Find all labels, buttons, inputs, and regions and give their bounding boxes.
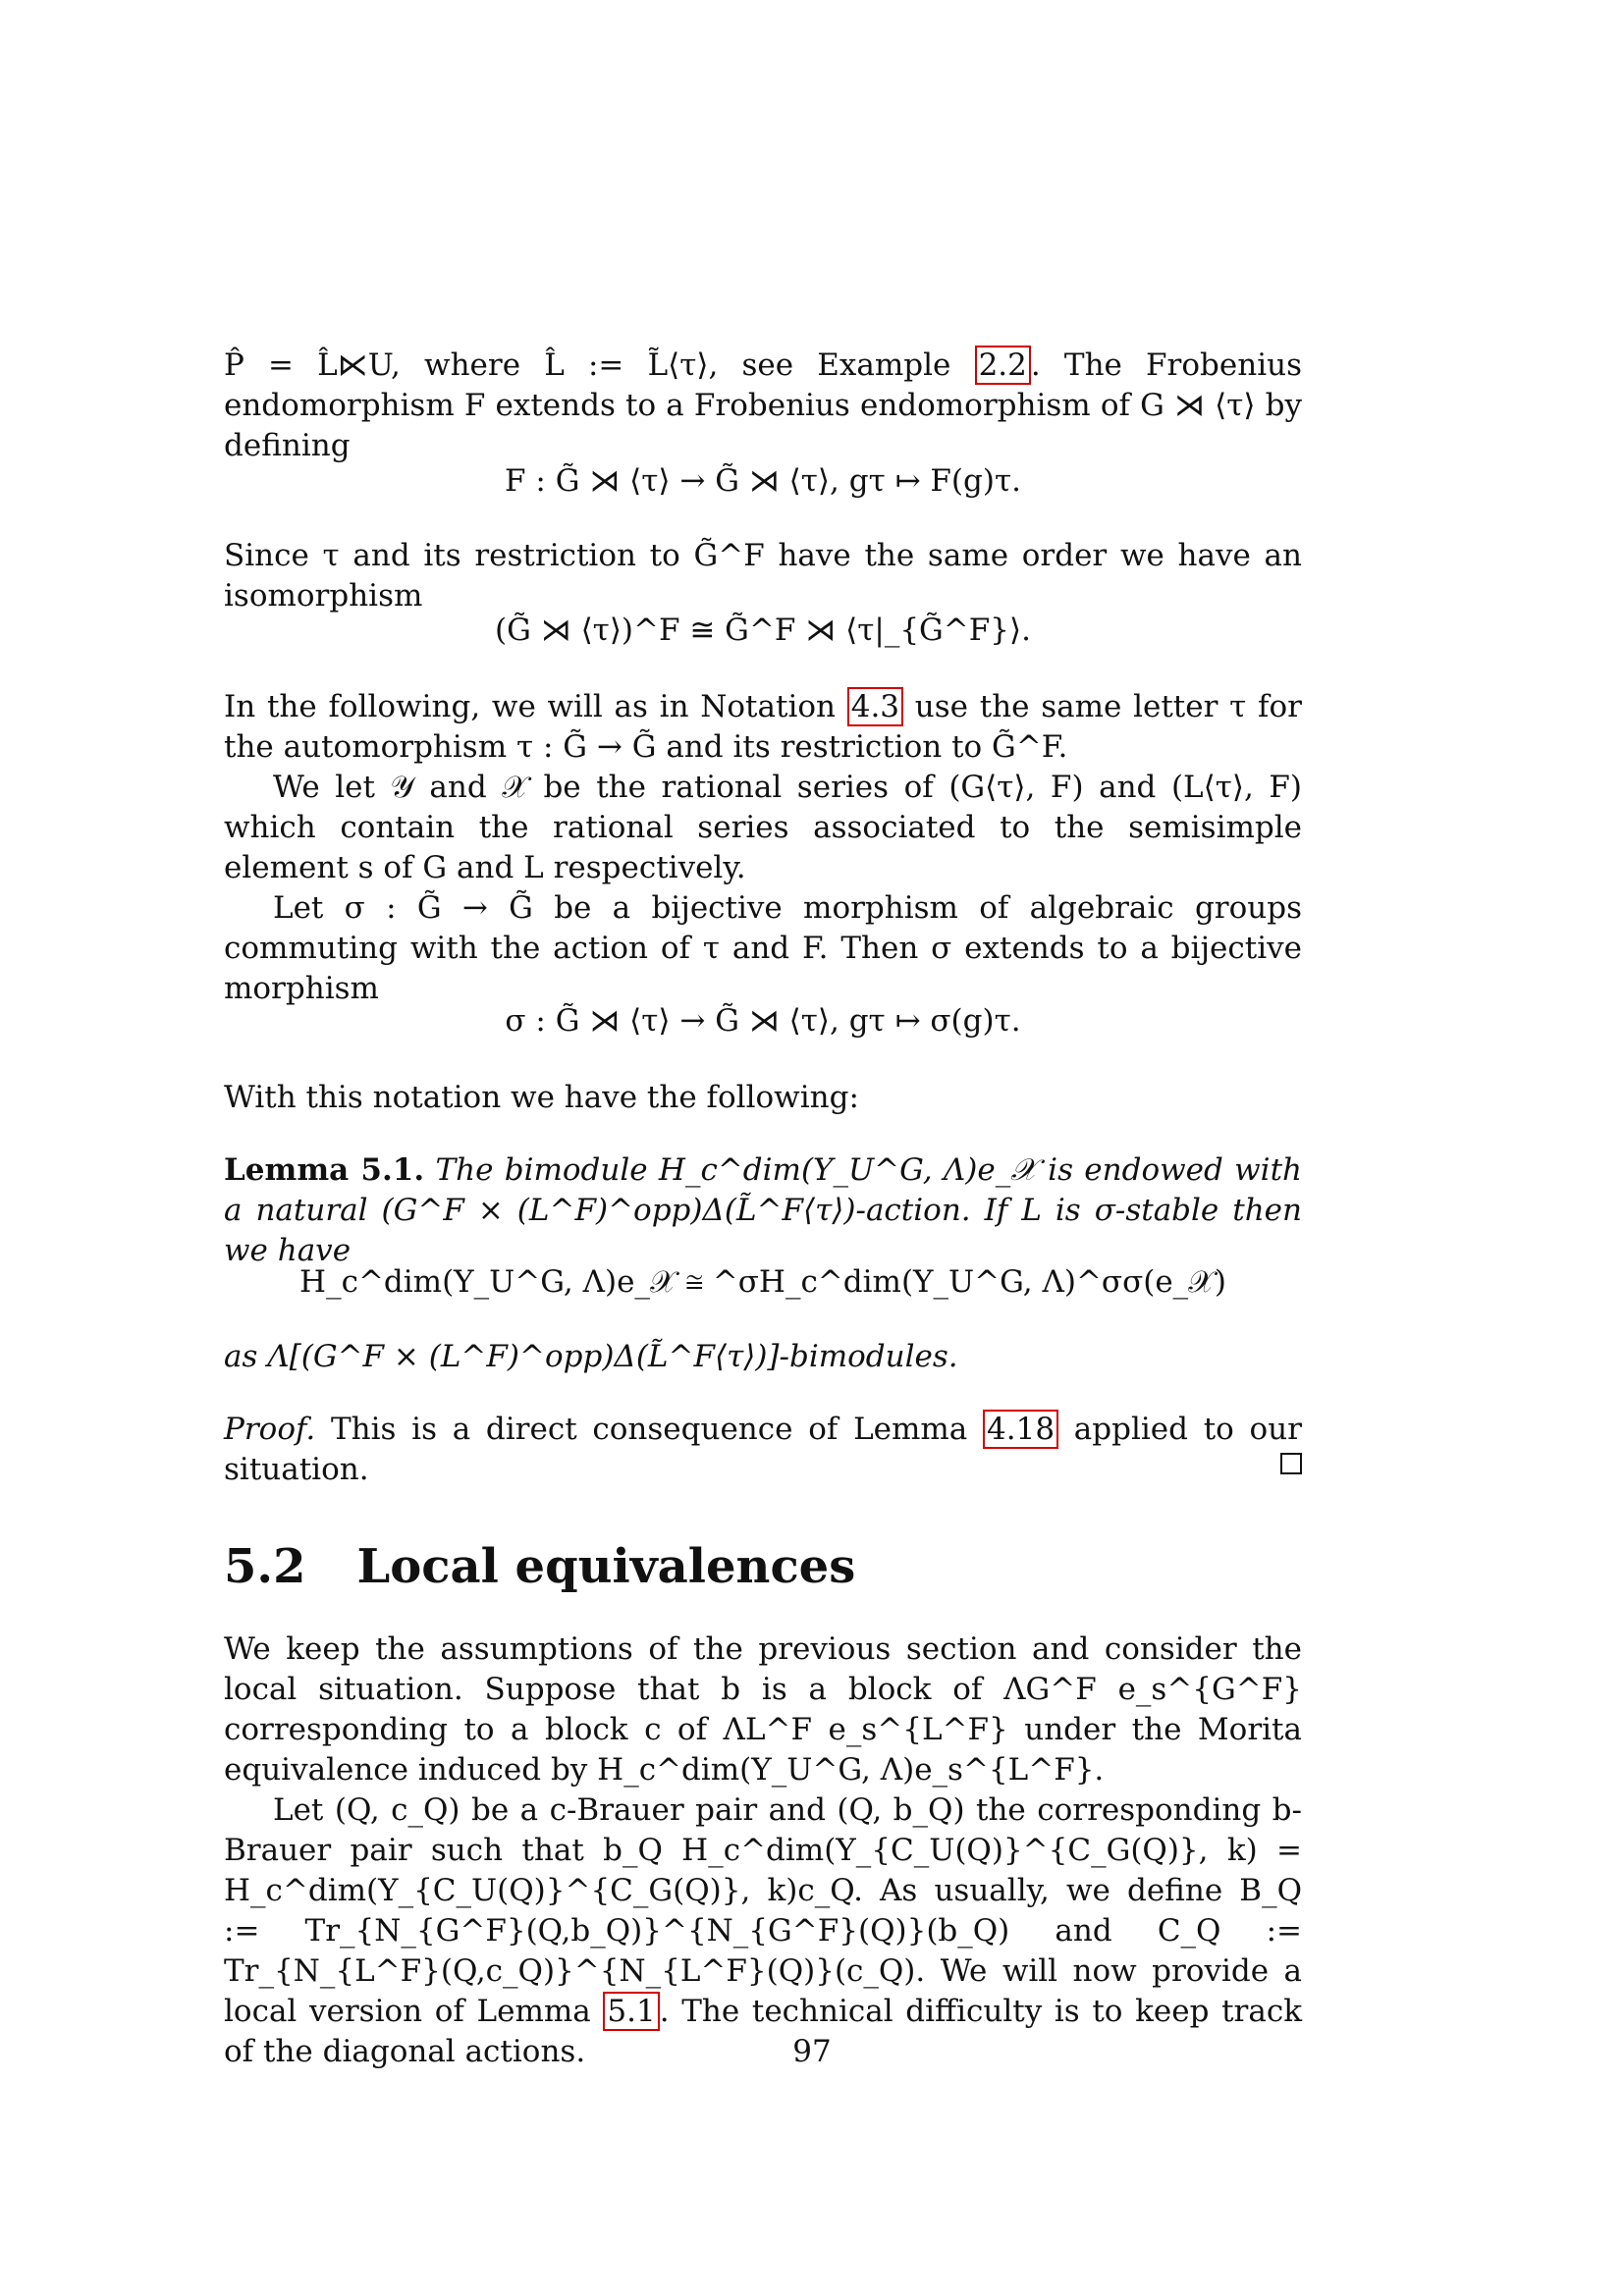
notation-text-end: use the same letter τ for the automorphism τ : G̃ → G̃ and its restriction to G̃^F.	[224, 689, 1302, 765]
qed-square-icon	[1280, 1453, 1302, 1474]
paragraph-rational-series: We let 𝒴 and 𝒳 be the rational series of (G⟨τ⟩, F) and (L⟨τ⟩, F) which contain the rational series associated to the semisimple element s of G and L respectively.	[224, 770, 1302, 885]
lemma-tail-text: as Λ[(G^F × (L^F)^opp)Δ(L̃^F⟨τ⟩)]-bimodules.	[224, 1339, 958, 1374]
paragraph-notation-lead: With this notation we have the following:	[224, 1080, 859, 1115]
brauer-text-start: Let (Q, c_Q) be a c-Brauer pair and (Q, b_Q) the corresponding b-Brauer pair such that b_Q H_c^dim(Y_{C_U(Q)}^{C_G(Q)}, k) = H_c^dim(Y_{C_U(Q)}^{C_G(Q)}, k)c_Q. As usually, we define B_Q := Tr_{N_{G^F}(Q,b_Q)}^{N_{G^F}(Q)}(b_Q) and C_Q := Tr_{N_{L^F}(Q,c_Q)}^{N_{L^F}(Q)}(c_Q). We will now provide a local version of Lemma	[224, 1792, 1302, 2029]
paragraph-brauer-pairs	[224, 1790, 1302, 2072]
equation-isomorphism: (G̃ ⋊ ⟨τ⟩)^F ≅ G̃^F ⋊ ⟨τ|_{G̃^F}⟩.	[495, 613, 1031, 648]
lemma-5-1	[224, 1150, 1302, 1271]
paragraph-intro	[224, 346, 1302, 466]
notation-text-start: In the following, we will as in Notation	[224, 689, 836, 724]
paragraph-notation	[224, 687, 1302, 1009]
lemma-statement: The bimodule H_c^dim(Y_U^G, Λ)e_𝒳 is endowed with a natural (G^F × (L^F)^opp)Δ(L̃^F⟨τ⟩)-action. If L is σ-stable then we have	[224, 1152, 1302, 1268]
section-heading	[224, 1539, 855, 1594]
section-title: Local equivalences	[356, 1539, 856, 1594]
intro-text-start: P̂ = L̂⋉U, where L̂ := L̃⟨τ⟩, see Example	[224, 347, 951, 383]
lemma-5-1-link[interactable]: 5.1	[603, 1992, 659, 2031]
lemma-4-18-link[interactable]: 4.18	[983, 1410, 1058, 1449]
proof-text-start: This is a direct consequence of Lemma	[330, 1412, 968, 1447]
lemma-tail	[224, 1337, 1302, 1377]
intro-text-end: . The Frobenius endomorphism F extends to a Frobenius endomorphism of G ⋊ ⟨τ⟩ by defining	[224, 347, 1302, 463]
paragraph-sigma: Let σ : G̃ → G̃ be a bijective morphism of algebraic groups commuting with the action of τ and F. Then σ extends to a bijective morphism	[224, 890, 1302, 1006]
local-situation-text: We keep the assumptions of the previous section and consider the local situation. Suppose that b is a block of ΛG^F e_s^{G^F} corresponding to a block c of ΛL^F e_s^{L^F} under the Morita equivalence induced by H_c^dim(Y_U^G, Λ)e_s^{L^F}.	[224, 1631, 1302, 1788]
proof-text-end: applied to our situation.	[224, 1412, 1302, 1487]
example-2-2-link[interactable]: 2.2	[975, 346, 1031, 385]
proof-label: Proof.	[224, 1412, 316, 1447]
brauer-text-end: . The technical difficulty is to keep track of the diagonal actions.	[224, 1994, 1302, 2069]
paragraph-local-situation	[224, 1629, 1302, 2072]
lemma-label: Lemma 5.1.	[224, 1152, 425, 1188]
proof	[224, 1410, 1302, 1490]
paragraph-restriction: Since τ and its restriction to G̃^F have the same order we have an isomorphism	[224, 538, 1302, 614]
equation-lemma: H_c^dim(Y_U^G, Λ)e_𝒳 ≅ ^σH_c^dim(Y_U^G, Λ)^σσ(e_𝒳)	[299, 1264, 1226, 1300]
equation-sigma: σ : G̃ ⋊ ⟨τ⟩ → G̃ ⋊ ⟨τ⟩, gτ ↦ σ(g)τ.	[505, 1003, 1021, 1039]
page-number: 97	[792, 2034, 832, 2069]
equation-frobenius: F : G̃ ⋊ ⟨τ⟩ → G̃ ⋊ ⟨τ⟩, gτ ↦ F(g)τ.	[505, 463, 1021, 499]
notation-4-3-link[interactable]: 4.3	[847, 687, 903, 726]
section-number: 5.2	[224, 1539, 306, 1594]
